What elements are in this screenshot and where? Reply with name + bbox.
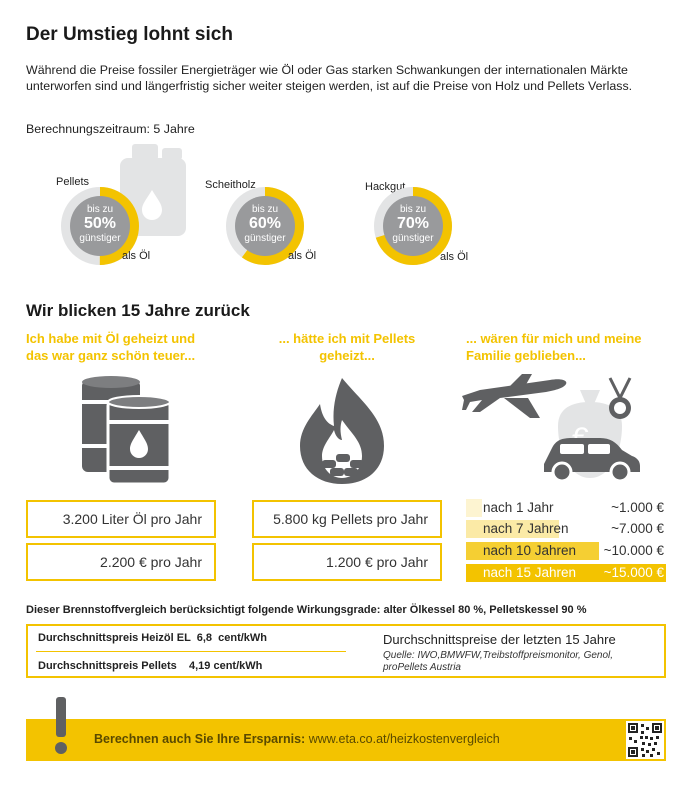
qr-code-icon[interactable] (626, 721, 664, 759)
donut-suffix: günstiger (392, 233, 434, 244)
donut-percent: 50% (83, 215, 117, 232)
intro-text: Während die Preise fossiler Energieträger wie Öl oder Gas starken Schwankungen der internationalen Märkte unterworfen sind und längerfristig sicher weiter steigen werden, ist auf die Preise von Holz und Pellets Verlass. (26, 63, 633, 93)
savings-value: ~1.000 € (611, 500, 664, 515)
heading-line: das war ganz schön teuer... (26, 348, 196, 363)
calculation-period: Berechnungszeitraum: 5 Jahre (26, 122, 195, 136)
donut-center-scheitholz (235, 196, 295, 256)
savings-value: ~7.000 € (611, 521, 664, 536)
donut-center-hackgut (383, 196, 443, 256)
savings-value: ~10.000 € (603, 543, 664, 558)
donut-suffix: günstiger (244, 233, 286, 244)
donut-center-pellets (70, 196, 130, 256)
savings-label: nach 10 Jahren (483, 543, 577, 558)
donut-prefix: bis zu (399, 204, 427, 215)
donut-percent: 70% (396, 215, 430, 232)
heading-line: geheizt... (319, 348, 375, 363)
donut-prefix: bis zu (251, 204, 279, 215)
column-heading-oil (26, 330, 226, 364)
section-heading: Wir blicken 15 Jahre zurück (26, 301, 250, 320)
savings-label: nach 1 Jahr (483, 500, 554, 515)
average-price-heading: Durchschnittspreise der letzten 15 Jahre (383, 632, 616, 647)
footer-cta (94, 732, 500, 746)
flame-pellets-icon (292, 374, 392, 486)
donut-prefix: bis zu (86, 204, 114, 215)
savings-label: nach 15 Jahren (483, 565, 577, 580)
price-pellets: Durchschnittspreis Pellets 4,19 cent/kWh (38, 660, 263, 672)
footer-link[interactable]: www.eta.co.at/heizkostenvergleich (308, 732, 500, 746)
donut-percent: 60% (248, 215, 282, 232)
exclamation-icon (54, 697, 68, 755)
pellets-cost-box: 1.200 € pro Jahr (252, 543, 442, 581)
savings-row-15 (466, 564, 666, 582)
savings-bar (466, 499, 482, 517)
savings-row-7 (466, 520, 666, 538)
column-heading-pellets (252, 330, 442, 364)
column-heading-savings (466, 330, 676, 364)
oil-cost-box: 2.200 € pro Jahr (26, 543, 216, 581)
airplane-icon (462, 374, 566, 418)
savings-label: nach 7 Jahren (483, 521, 569, 536)
oil-volume-box: 3.200 Liter Öl pro Jahr (26, 500, 216, 538)
heading-line: Ich habe mit Öl geheizt und (26, 331, 196, 346)
footer-cta-bold: Berechnen auch Sie Ihre Ersparnis: (94, 732, 306, 746)
page-title: Der Umstieg lohnt sich (26, 24, 233, 45)
donut-label-scheitholz: Scheitholz (205, 179, 256, 191)
savings-row-1 (466, 499, 666, 517)
savings-value: ~15.000 € (603, 565, 664, 580)
savings-row-10 (466, 542, 666, 560)
donut-suffix: günstiger (79, 233, 121, 244)
donut-label-hackgut: Hackgut (365, 181, 406, 193)
heading-line: Familie geblieben... (466, 348, 586, 363)
donut-vs-scheitholz: als Öl (288, 250, 317, 262)
price-source: Quelle: IWO,BMWFW,Treibstoffpreismonitor, Genol, proPellets Austria (383, 650, 614, 673)
heading-line: ... hätte ich mit Pellets (278, 331, 416, 346)
footer-banner (26, 719, 666, 761)
donut-vs-hackgut: als Öl (440, 251, 469, 263)
donut-label-pellets: Pellets (56, 176, 90, 188)
price-info-box (26, 624, 666, 678)
medal-icon (609, 378, 631, 419)
pellets-volume-box: 5.800 kg Pellets pro Jahr (252, 500, 442, 538)
donut-vs-pellets: als Öl (122, 250, 151, 262)
efficiency-note: Dieser Brennstoffvergleich berücksichtigt folgende Wirkungsgrade: alter Ölkessel 80 %, Pelletskessel 90 % (26, 604, 587, 616)
savings-illustration (460, 368, 665, 486)
heading-line: ... wären für mich und meine (466, 331, 642, 346)
price-oil: Durchschnittspreis Heizöl EL 6,8 cent/kWh (38, 632, 268, 644)
oil-barrel-icon (78, 374, 178, 486)
price-divider (36, 651, 346, 652)
